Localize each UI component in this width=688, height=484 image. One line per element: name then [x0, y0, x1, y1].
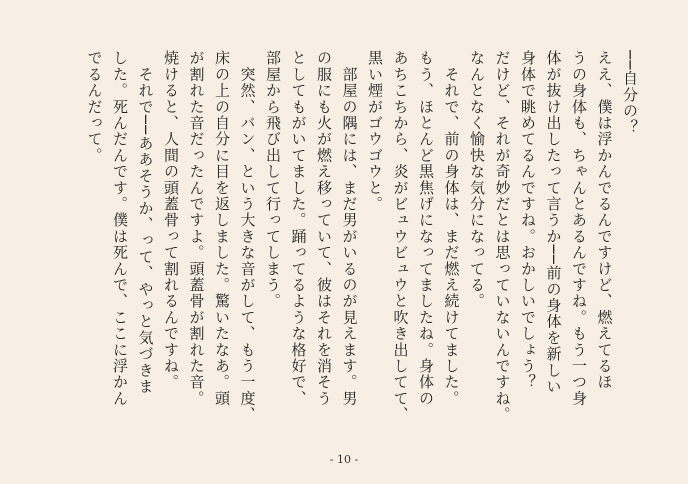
- text-line: もう、ほとんど黒焦げになってましたね。身体の: [417, 50, 435, 407]
- page-number: - 10 -: [329, 453, 359, 466]
- text-line: 体が抜け出したって言うか──前の身体を新しい: [544, 50, 563, 395]
- text-line: でるんだって。: [85, 50, 104, 164]
- text-line: うの身体も、ちゃんとあるんですね。もう一つ身: [570, 50, 588, 407]
- text-line: ──自分の？: [621, 50, 639, 136]
- text-line: した。死んだんです。僕は死んで、ここに浮かん: [111, 50, 129, 407]
- text-line: 床の上の自分に目を返しました。驚いたなあ。頭: [213, 50, 231, 407]
- text-line: 突然、バン、という大きな音がして、もう一度、: [238, 50, 257, 423]
- text-line: ええ、僕は浮かんでるんですけど、燃えてるほ: [595, 50, 614, 391]
- text-line: 身体で眺めてるんですね。おかしいでしょう？: [519, 50, 537, 391]
- vertical-text-body: [81, 50, 642, 450]
- text-line: 黒い煙がゴウゴウと。: [366, 50, 384, 212]
- text-line: あちこちから、炎がビュウビュウと吹き出してて、: [391, 50, 410, 423]
- text-line: 焼けると、人間の頭蓋骨って割れるんですね。: [162, 50, 180, 391]
- text-line: としてもがいてました。踊ってるような格好で、: [289, 50, 308, 407]
- text-line: 部屋の隅には、まだ男がいるのが見えます。男: [340, 50, 359, 407]
- text-line: なんとなく愉快な気分になってる。: [468, 50, 486, 310]
- text-line: が割れた音だったんですよ。頭蓋骨が割れた音。: [187, 50, 206, 407]
- text-line: の服にも火が燃え移っていて、彼はそれを消そう: [315, 50, 333, 407]
- text-line: それで、前の身体は、まだ燃え続けてました。: [442, 50, 461, 407]
- text-line: だけど、それが奇妙だとは思っていないんですね。: [493, 50, 512, 423]
- text-line: それで──ああそうか、って、やっと気づきま: [136, 50, 155, 395]
- text-line: 部屋から飛び出して行ってしまう。: [264, 50, 282, 310]
